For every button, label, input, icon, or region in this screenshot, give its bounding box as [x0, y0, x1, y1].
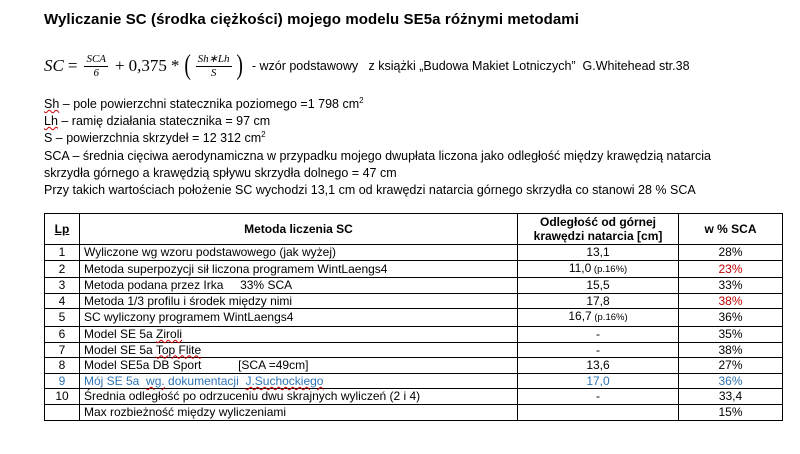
formula-fraction-sh	[196, 53, 232, 79]
sc-formula	[44, 52, 244, 80]
table-row	[45, 245, 783, 261]
table-row	[45, 358, 783, 374]
cell-lp: 6	[45, 326, 80, 342]
table-row	[45, 342, 783, 358]
cell-pct: 23%	[679, 260, 783, 278]
cell-lp: 7	[45, 342, 80, 358]
fraction-numerator: SCA	[86, 52, 106, 65]
formula-fraction-sca	[84, 53, 108, 79]
description	[44, 96, 711, 199]
cell-lp: 9	[45, 373, 80, 389]
cell-metoda: Model SE 5a Top Flite	[80, 342, 518, 358]
formula-lhs: SC	[44, 56, 64, 75]
desc-result: Przy takich wartościach położenie SC wychodzi 13,1 cm od krawędzi natarcia górnego skrzydła co stanowi 28 % SCA	[44, 183, 696, 198]
cell-pct: 35%	[679, 326, 783, 342]
header-pct: w % SCA	[679, 214, 783, 245]
cell-metoda: Metoda superpozycji sił liczona programem WintLaengs4	[80, 260, 518, 278]
table-row	[45, 389, 783, 405]
cell-pct: 33,4	[679, 389, 783, 405]
table-row	[45, 293, 783, 309]
left-paren: (	[184, 50, 192, 81]
cell-metoda: Model SE 5a Ziroli	[80, 326, 518, 342]
cell-odleglosc: -	[518, 389, 679, 405]
desc-sh: Sh – pole powierzchni statecznika poziomego =1 798 $cm^2$	[44, 95, 364, 111]
header-metoda: Metoda liczenia SC	[80, 214, 518, 245]
methods-table	[44, 213, 783, 421]
cell-pct: 28%	[679, 245, 783, 261]
cell-metoda: Metoda podana przez Irka 33% SCA	[80, 278, 518, 294]
cell-odleglosc: 17,0	[518, 373, 679, 389]
cell-metoda: Max rozbieżność między wyliczeniami	[80, 404, 518, 420]
desc-sca-2: skrzydła górnego a krawędzią spływu skrzydła dolnego = 47 cm	[44, 165, 397, 180]
cell-lp: 1	[45, 245, 80, 261]
table-row	[45, 373, 783, 389]
fraction-numerator: Sh∗Lh	[197, 52, 230, 65]
table-row	[45, 404, 783, 420]
table-row	[45, 326, 783, 342]
formula-plus: +	[115, 56, 125, 75]
cell-odleglosc: -	[518, 326, 679, 342]
cell-metoda: Model SE5a DB Sport [SCA =49cm]	[80, 358, 518, 374]
cell-pct: 27%	[679, 358, 783, 374]
cell-odleglosc: 15,5	[518, 278, 679, 294]
cell-lp: 2	[45, 260, 80, 278]
formula-row	[44, 46, 690, 86]
cell-odleglosc	[518, 404, 679, 420]
cell-odleglosc: 16,7 (p.16%)	[518, 309, 679, 327]
header-odleglosc: Odległość od górnej krawędzi natarcia [cm]	[518, 214, 679, 245]
cell-pct: 15%	[679, 404, 783, 420]
desc-s: S – powierzchnia skrzydeł = 12 312 $cm^2$	[44, 130, 266, 146]
cell-metoda: Metoda 1/3 profilu i środek między nimi	[80, 293, 518, 309]
fraction-denominator: 6	[93, 66, 99, 79]
cell-pct: 38%	[679, 293, 783, 309]
cell-metoda: Wyliczone wg wzoru podstawowego (jak wyżej)	[80, 245, 518, 261]
cell-metoda: Mój SE 5a wg. dokumentacji J.Suchockiego	[80, 373, 518, 389]
formula-note: - wzór podstawowy z książki „Budowa Makiet Lotniczych” G.Whitehead str.38	[251, 59, 690, 73]
table-row	[45, 309, 783, 327]
table-row	[45, 278, 783, 294]
cell-lp: 8	[45, 358, 80, 374]
cell-lp	[45, 404, 80, 420]
cell-lp: 3	[45, 278, 80, 294]
page-title: Wyliczanie SC (środka ciężkości) mojego modelu SE5a różnymi metodami	[44, 11, 580, 28]
cell-odleglosc: 13,1	[518, 245, 679, 261]
cell-odleglosc: 11,0 (p.16%)	[518, 260, 679, 278]
desc-sca-1: SCA – średnia cięciwa aerodynamiczna w przypadku mojego dwupłata liczona jako odległość między krawędzią natarcia	[44, 148, 712, 163]
cell-pct: 36%	[679, 309, 783, 327]
formula-times: *	[170, 56, 180, 75]
table-row	[45, 260, 783, 278]
cell-odleglosc: -	[518, 342, 679, 358]
right-paren: )	[235, 50, 243, 81]
header-lp: Lp	[45, 214, 80, 245]
formula-coefficient: 0,375	[128, 56, 167, 75]
desc-lh: Lh – ramię działania statecznika = 97 cm	[44, 114, 271, 129]
cell-pct: 36%	[679, 373, 783, 389]
formula-eq: =	[67, 56, 78, 75]
cell-metoda: Średnia odległość po odrzuceniu dwu skrajnych wyliczeń (2 i 4)	[80, 389, 518, 405]
cell-lp: 10	[45, 389, 80, 405]
cell-lp: 5	[45, 309, 80, 327]
cell-odleglosc: 13,6	[518, 358, 679, 374]
cell-lp: 4	[45, 293, 80, 309]
cell-metoda: SC wyliczony programem WintLaengs4	[80, 309, 518, 327]
cell-odleglosc: 17,8	[518, 293, 679, 309]
fraction-denominator: S	[210, 66, 217, 79]
cell-pct: 33%	[679, 278, 783, 294]
cell-pct: 38%	[679, 342, 783, 358]
table-header-row	[45, 214, 783, 245]
